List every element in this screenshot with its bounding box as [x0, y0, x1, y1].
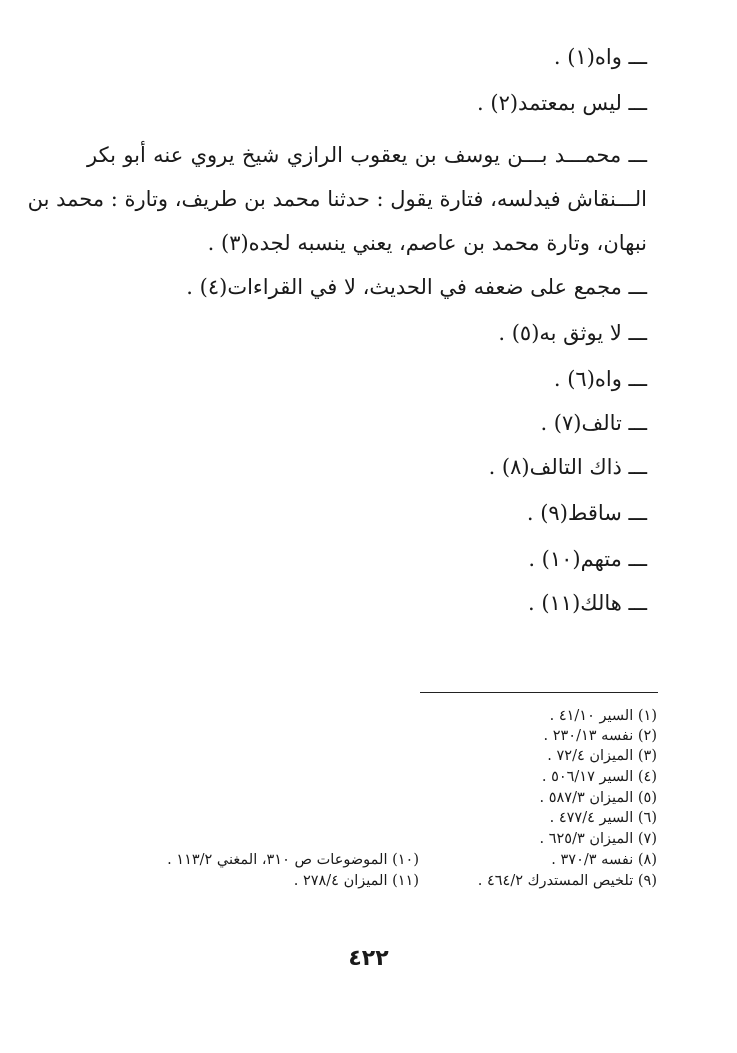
footnote-1: (١) السير ٤١/١٠ . — [549, 708, 657, 724]
paragraph-line-3: نبهان، وتارة محمد بن عاصم، يعني ينسبه لجده(٣) . — [207, 231, 647, 255]
entry-line-5: ـــ واه(٦) . — [553, 367, 647, 391]
footnote-4: (٤) السير ٥٠٦/١٧ . — [541, 769, 657, 785]
footnote-10: (١٠) الموضوعات ص ٣١٠، المغني ١١٣/٢ . — [167, 852, 419, 868]
entry-line-6: ـــ تالف(٧) . — [540, 411, 647, 435]
entry-line-8: ـــ ساقط(٩) . — [526, 501, 647, 525]
entry-line-10: ـــ هالك(١١) . — [527, 591, 647, 615]
footnote-5: (٥) الميزان ٥٨٧/٣ . — [539, 790, 657, 806]
entry-line-7: ـــ ذاك التالف(٨) . — [488, 455, 647, 479]
footnote-7: (٧) الميزان ٦٢٥/٣ . — [539, 831, 657, 847]
paragraph-line-1: ـــ محمـــد بـــن يوسف بن يعقوب الرازي شيخ يروي عنه أبو بكر — [87, 143, 647, 167]
footnote-6: (٦) السير ٤٧٧/٤ . — [549, 810, 657, 826]
paragraph-line-2: الـــنقاش فيدلسه، فتارة يقول : حدثنا محمد بن طريف، وتارة : محمد بن — [27, 187, 647, 211]
entry-line-2: ـــ ليس بمعتمد(٢) . — [477, 91, 647, 115]
entry-line-9: ـــ متهم(١٠) . — [528, 547, 647, 571]
footnote-3: (٣) الميزان ٧٢/٤ . — [547, 748, 657, 764]
footnote-separator — [420, 692, 658, 693]
footnote-11: (١١) الميزان ٢٧٨/٤ . — [293, 873, 419, 889]
page-number: ٤٢٢ — [348, 946, 389, 971]
entry-line-1: ـــ واه(١) . — [553, 45, 647, 69]
footnote-9: (٩) تلخيص المستدرك ٤٦٤/٢ . — [477, 873, 657, 889]
footnote-2: (٢) نفسه ٢٣٠/١٣ . — [543, 728, 657, 744]
entry-line-3: ـــ مجمع على ضعفه في الحديث، لا في القراءات(٤) . — [186, 275, 647, 299]
entry-line-4: ـــ لا يوثق به(٥) . — [498, 321, 647, 345]
footnote-8: (٨) نفسه ٣٧٠/٣ . — [551, 852, 657, 868]
